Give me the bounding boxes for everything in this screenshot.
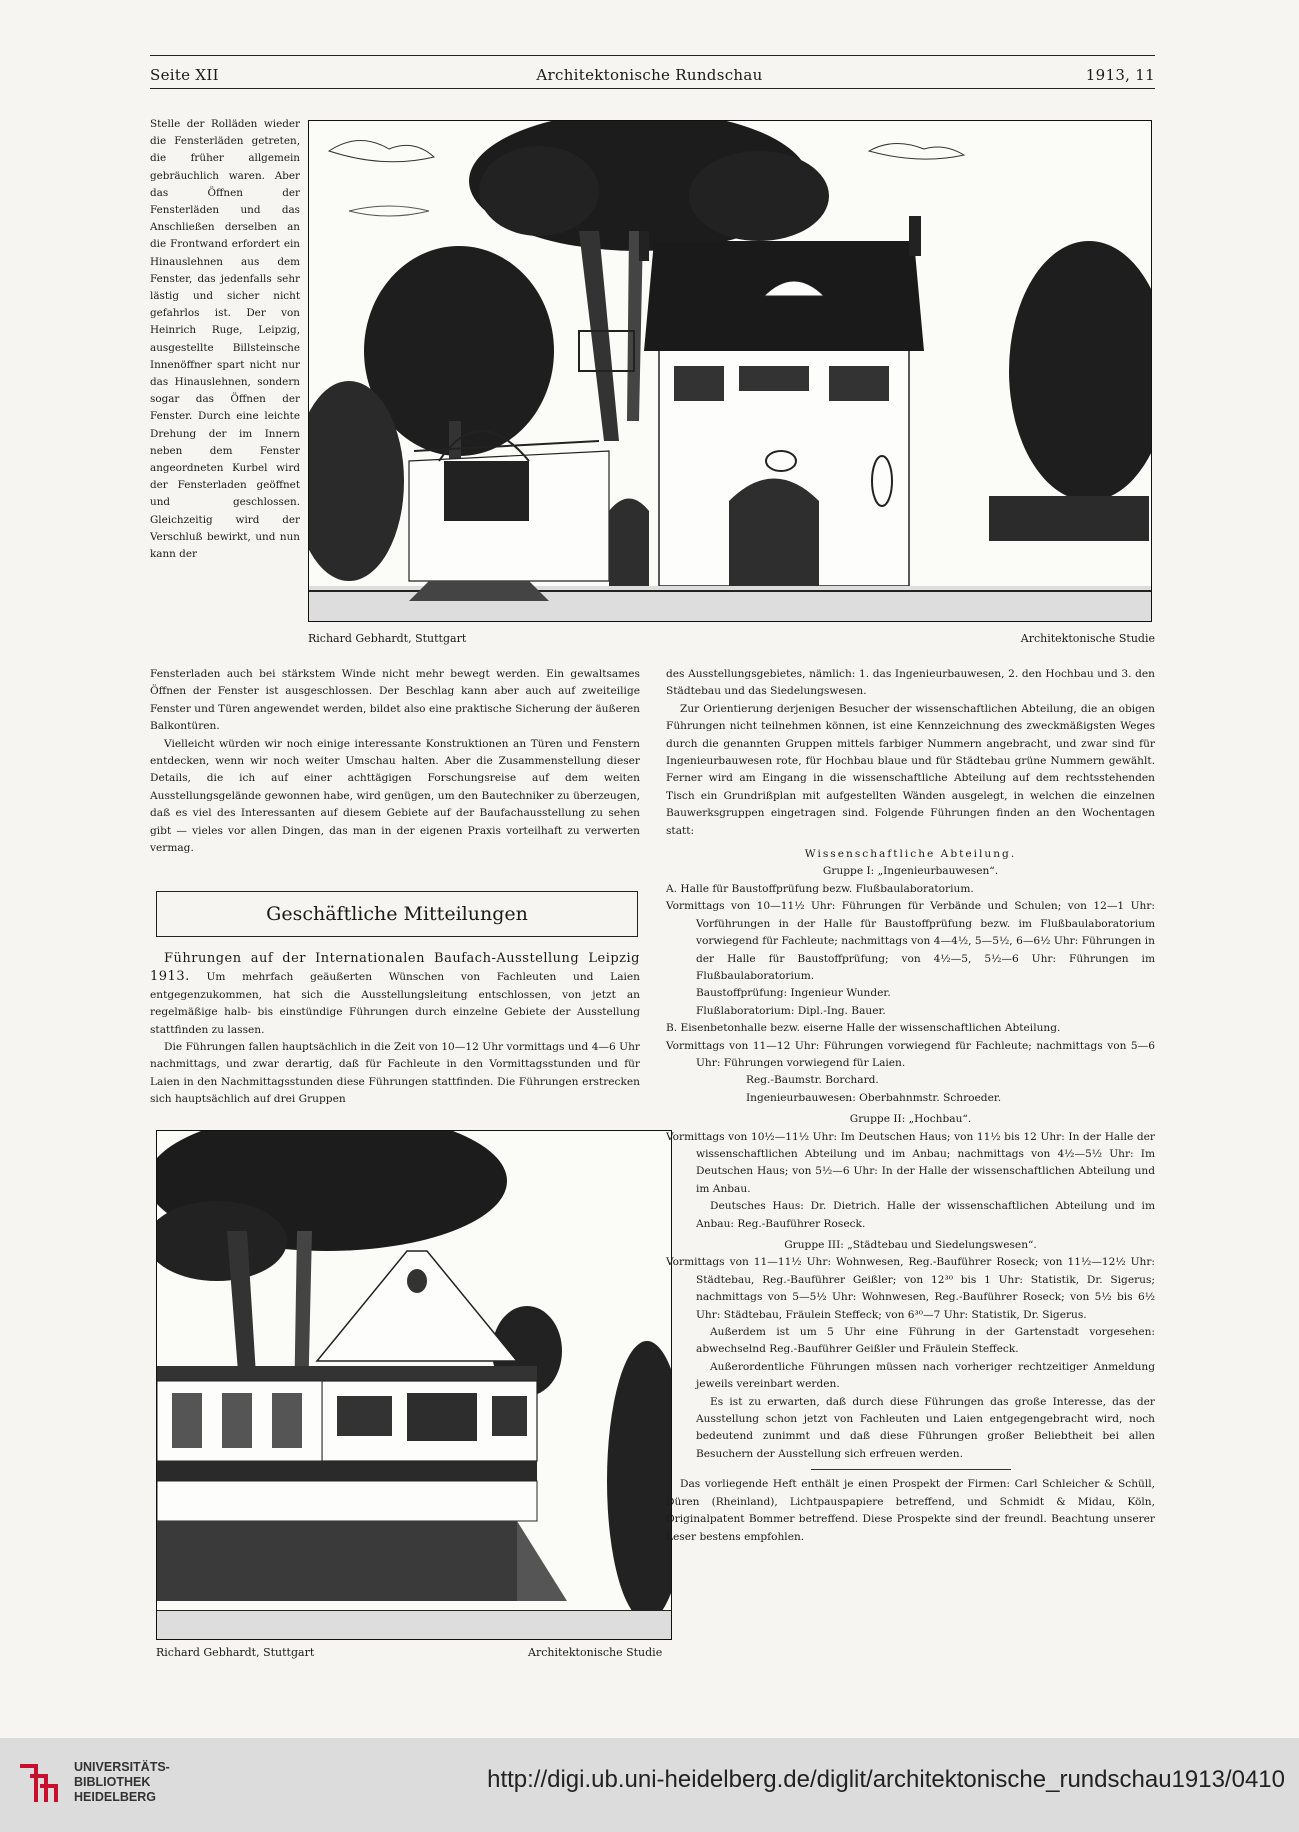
figure2-caption-title: Architektonische Studie bbox=[528, 1646, 663, 1659]
right-paragraph-1: des Ausstellungsgebietes, nämlich: 1. das Ingenieurbauwesen, 2. den Hochbau und 3. den Städtebau und das Siedelungswesen. bbox=[666, 668, 1155, 698]
group-2-title: Gruppe II: „Hochbau“. bbox=[849, 1113, 972, 1126]
guided-tours-title: Führungen auf der Internationalen Baufach-Ausstellung Leipzig 1913. bbox=[150, 951, 640, 985]
right-paragraph-5: Es ist zu erwarten, daß durch diese Führungen das große Interesse, das der Ausstellung schon jetzt von Fachleuten und Laien entgegengebracht wird, noch bedeutend zunimmt und daß diese Führungen großer Beliebtheit bei allen Besuchern der Ausstellung sich erfreuen werden. bbox=[696, 1395, 1155, 1460]
group-1-a-person-2: Flußlaboratorium: Dipl.-Ing. Bauer. bbox=[696, 1004, 886, 1017]
right-column-text bbox=[666, 666, 1155, 1546]
scientific-department-heading: Wissenschaftliche Abteilung. bbox=[804, 848, 1017, 861]
left-paragraph-3 bbox=[150, 950, 640, 1039]
group-2-persons: Deutsches Haus: Dr. Dietrich. Halle der wissenschaftlichen Abteilung und im Anbau: Reg.-Bauführer Roseck. bbox=[696, 1200, 1155, 1230]
left-paragraph-4: Die Führungen fallen hauptsächlich in die Zeit von 10—12 Uhr vormittags und 4—6 Uhr nachmittags, und zwar derartig, daß für Fachleute in den Vormittagsstunden und für Laien in den Nachmittagsstunden diese Führungen stattfinden. Die Führungen erstrecken sich hauptsächlich auf drei Gruppen bbox=[150, 1041, 640, 1106]
group-2-schedule: Vormittags von 10½—11½ Uhr: Im Deutschen Haus; von 11½ bis 12 Uhr: In der Halle der wissenschaftlichen Abteilung und im Anbau; nachmittags von 4½—5½ Uhr: Im Deutschen Haus; von 5½—6 Uhr: In der Halle der wissenschaftlichen Abteilung und im Anbau. bbox=[666, 1130, 1155, 1195]
figure1-caption-author: Richard Gebhardt, Stuttgart bbox=[308, 632, 467, 645]
header-issue: 1913, 11 bbox=[1085, 66, 1155, 84]
header-journal-title: Architektonische Rundschau bbox=[536, 66, 763, 84]
left-column-text bbox=[150, 666, 640, 857]
figure-house-illustration-2 bbox=[156, 1130, 672, 1640]
house-drawing-2 bbox=[157, 1131, 671, 1639]
library-name bbox=[74, 1760, 170, 1805]
figure2-caption-author: Richard Gebhardt, Stuttgart bbox=[156, 1646, 315, 1659]
left-column-text-2 bbox=[150, 950, 640, 1109]
header-top-rule bbox=[150, 55, 1155, 56]
figure-house-illustration-1 bbox=[308, 120, 1152, 622]
narrow-column-paragraph: Stelle der Rolläden wieder die Fensterläden getreten, die früher allgemein gebräuchlich waren. Aber das Öffnen der Fensterläden und das Anschließen derselben an die Frontwand erfordert ein Hinauslehnen aus dem Fenster, das jedenfalls sehr lästig und sicher nicht gefahrlos ist. Der von Heinrich Ruge, Leipzig, ausgestellte Billsteinsche Innenöffner spart nicht nur das Hinauslehnen, sondern sogar das Öffnen der Fenster. Durch eine leichte Drehung der im Innern neben dem Fenster angeordneten Kurbel wird der Fensterladen geöffnet und geschlossen. Gleichzeitig wird der Verschluß bewirkt, und nun kann der bbox=[150, 118, 300, 561]
group-1-a-schedule: Vormittags von 10—11½ Uhr: Führungen für Verbände und Schulen; von 12—1 Uhr: Vorführungen in der Halle für Baustoffprüfung bezw. im Flußbaulaboratorium vorwiegend für Fachleute; nachmittags von 4—4½, 5—5½, 6—6½ Uhr: Führungen in der Halle für Baustoffprüfung; von 4½—5, 5½—6 Uhr: Führungen im Flußbaulaboratorium. bbox=[666, 900, 1155, 982]
left-paragraph-1: Fensterladen auch bei stärkstem Winde nicht mehr bewegt werden. Ein gewaltsames Öffnen der Fenster ist ausgeschlossen. Der Beschlag kann aber auch auf zweiteilige Fenster und Türen angewendet werden, bildet also eine praktische Sicherung der äußeren Balkontüren. bbox=[150, 668, 640, 733]
group-1-b-schedule: Vormittags von 11—12 Uhr: Führungen vorwiegend für Fachleute; nachmittags von 5—6 Uhr: Führungen vorwiegend für Laien. bbox=[666, 1039, 1155, 1069]
house-drawing-1 bbox=[309, 121, 1151, 621]
guided-tours-intro: Um mehrfach geäußerten Wünschen von Fachleuten und Laien entgegenzukommen, hat sich die Ausstellungsleitung entschlossen, von jetzt an regelmäßige halb- bis einstündige Führungen durch einzelne Gebiete der Ausstellung stattfinden zu lassen. bbox=[150, 971, 640, 1036]
library-name-line-1: UNIVERSITÄTS- bbox=[74, 1760, 170, 1774]
group-1-b-person-1: Reg.-Baumstr. Borchard. bbox=[746, 1074, 879, 1087]
group-3-title: Gruppe III: „Städtebau und Siedelungswesen“. bbox=[784, 1239, 1037, 1251]
header-page-number: Seite XII bbox=[150, 66, 219, 84]
library-name-line-3: HEIDELBERG bbox=[74, 1790, 156, 1804]
university-library-logo-icon bbox=[14, 1758, 62, 1808]
library-name-line-2: BIBLIOTHEK bbox=[74, 1775, 151, 1789]
right-paragraph-3: Außerdem ist um 5 Uhr eine Führung in der Gartenstadt vorgesehen: abwechselnd Reg.-Bauführer Geißler und Fräulein Steffeck. bbox=[696, 1326, 1155, 1356]
group-1-b-title: B. Eisenbetonhalle bezw. eiserne Halle der wissenschaftlichen Abteilung. bbox=[666, 1022, 1061, 1035]
library-footer bbox=[0, 1738, 1299, 1832]
figure1-caption-title: Architektonische Studie bbox=[1020, 632, 1155, 645]
section-title-box bbox=[156, 891, 638, 937]
group-1-a-title: A. Halle für Baustoffprüfung bezw. Flußbaulaboratorium. bbox=[666, 882, 974, 895]
left-paragraph-2: Vielleicht würden wir noch einige interessante Konstruktionen an Türen und Fenstern entdecken, wenn wir noch weiter Umschau halten. Aber die Zusammenstellung dieser Details, die ich auf einer achttägigen Forschungsreise auf dem weiten Ausstellungsgelände gewonnen habe, wird genügen, um den Bautechniker zu überzeugen, daß es viel des Interessanten auf diesem Gebiete auf der Baufachausstellung zu sehen gibt — vieles vor allen Dingen, das man in der eigenen Praxis vorteilhaft zu verwerten vermag. bbox=[150, 737, 640, 855]
section-title: Geschäftliche Mitteilungen bbox=[266, 903, 528, 925]
note-divider bbox=[811, 1469, 1011, 1470]
right-paragraph-2: Zur Orientierung derjenigen Besucher der wissenschaftlichen Abteilung, die an obigen Führungen nicht teilnehmen können, ist eine Kennzeichnung des zweckmäßigsten Weges durch die genannten Gruppen mittels farbiger Nummern angebracht, und zwar sind für Ingenieurbauwesen rote, für Hochbau blaue und für Städtebau grüne Nummern gewählt. Ferner wird am Eingang in die wissenschaftliche Abteilung auf dem rechtsstehenden Tisch ein Grundrißplan mit aufgestellten Wänden ausgelegt, in welchen die einzelnen Bauwerksgruppen eingetragen sind. Folgende Führungen finden an den Wochentagen statt: bbox=[666, 702, 1155, 837]
group-3-schedule: Vormittags von 11—11½ Uhr: Wohnwesen, Reg.-Bauführer Roseck; von 11½—12½ Uhr: Städtebau, Reg.-Bauführer Geißler; von 12³⁰ bis 1 Uhr: Statistik, Dr. Sigerus; nachmittags von 5—5½ Uhr: Wohnwesen, Reg.-Bauführer Roseck; von 5½ bis 6½ Uhr: Städtebau, Fräulein Steffeck; von 6³⁰—7 Uhr: Statistik, Dr. Sigerus. bbox=[666, 1256, 1155, 1321]
right-paragraph-4: Außerordentliche Führungen müssen nach vorheriger rechtzeitiger Anmeldung jeweils vereinbart werden. bbox=[696, 1360, 1155, 1391]
group-1-a-person-1: Baustoffprüfung: Ingenieur Wunder. bbox=[696, 987, 891, 1000]
group-1-b-person-2: Ingenieurbauwesen: Oberbahnmstr. Schroeder. bbox=[746, 1091, 1002, 1104]
group-1-title: Gruppe I: „Ingenieurbauwesen“. bbox=[822, 865, 999, 878]
header-bottom-rule bbox=[150, 88, 1155, 89]
prospectus-note: Das vorliegende Heft enthält je einen Prospekt der Firmen: Carl Schleicher & Schüll, Düren (Rheinland), Lichtpauspapiere betreffend, und Schmidt & Midau, Köln, Originalpatent Bommer betreffend. Diese Prospekte sind der freundl. Beachtung unserer Leser bestens empfohlen. bbox=[666, 1478, 1155, 1543]
narrow-column-text bbox=[150, 116, 300, 563]
source-url-link[interactable]: http://digi.ub.uni-heidelberg.de/diglit/architektonische_rundschau1913/0410 bbox=[487, 1766, 1285, 1793]
